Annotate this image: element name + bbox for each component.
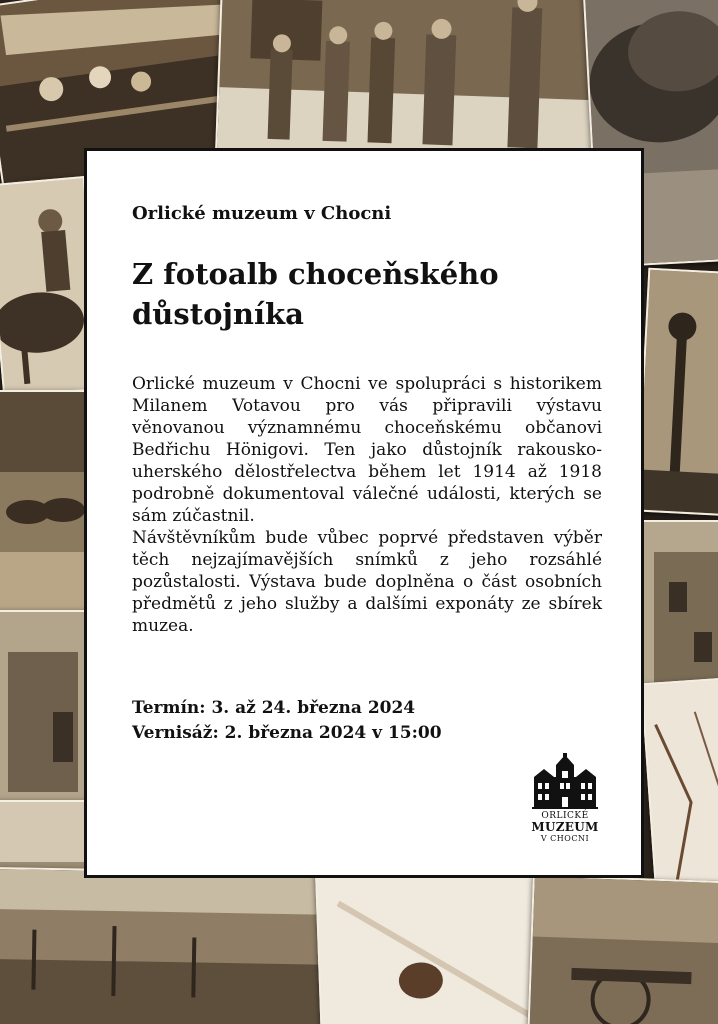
- photo-officers-snow: [215, 0, 615, 168]
- photo-snow-right: [641, 677, 718, 897]
- photo-building-left: [0, 610, 92, 824]
- logo-text-line-3: V CHOCNI: [540, 834, 590, 843]
- title-line-2: důstojníka: [132, 297, 304, 331]
- photo-horsemen: [0, 390, 92, 614]
- exhibition-title: [132, 254, 602, 334]
- logo-text-line-2: MUZEUM: [531, 820, 599, 834]
- photo-snow-figure: [315, 864, 555, 1024]
- museum-logo: [529, 753, 601, 844]
- exhibition-description: [132, 373, 602, 637]
- event-details: [132, 696, 442, 746]
- photo-pole: [636, 268, 718, 517]
- organization-name: Orlické muzeum v Chocni: [132, 203, 392, 224]
- logo-text-line-1: ORLICKÉ: [541, 811, 589, 821]
- opening-date: Vernisáž: 2. března 2024 v 15:00: [132, 723, 442, 743]
- description-paragraph-1: Orlické muzeum v Chocni ve spolupráci s historikem Milanem Votavou pro vás připravili výstavu věnovanou významnému choceňskému občanovi Bedřichu Hönigovi. Ten jako důstojník rakousko-uherského dělostřelectva během let 1914 až 1918 podrobně dokumentoval válečné události, kterých se sám zúčastnil.: [132, 374, 602, 526]
- exhibition-term: Termín: 3. až 24. března 2024: [132, 698, 416, 718]
- poster-card: [84, 148, 644, 878]
- description-paragraph-2: Návštěvníkům bude vůbec poprvé představen výběr těch nejzajímavějších snímků z jeho rozsáhlé pozůstalosti. Výstava bude doplněna o část osobních předmětů z jeho služby a dalšími exponáty ze sbírek muzea.: [132, 528, 602, 636]
- title-line-1: Z fotoalb choceňského: [132, 257, 499, 291]
- photo-wagon: [527, 874, 718, 1024]
- photo-landscape: [0, 867, 345, 1024]
- castle-icon: [532, 753, 598, 811]
